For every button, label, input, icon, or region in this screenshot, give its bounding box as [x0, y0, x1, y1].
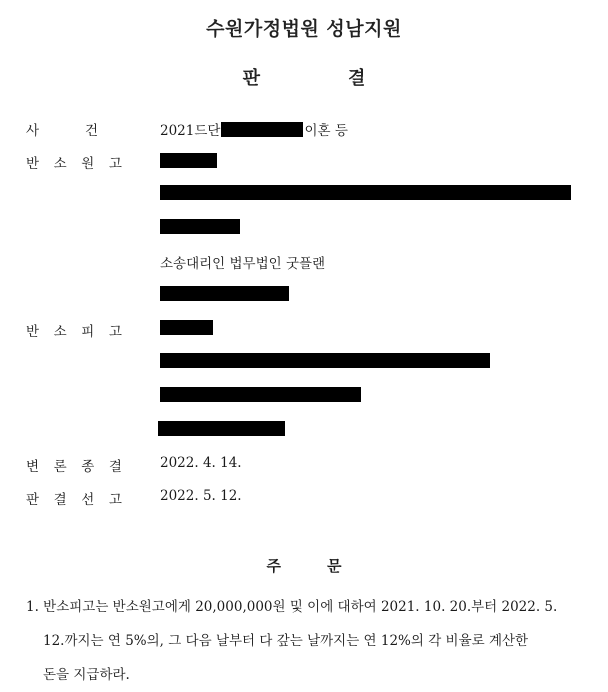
- closing-date: 2022. 4. 14.: [160, 455, 242, 471]
- redaction-block: [160, 353, 490, 368]
- document-title: [0, 64, 608, 90]
- case-label: [26, 119, 98, 139]
- counter-plaintiff-label: [26, 152, 122, 172]
- label-char: 변: [26, 459, 40, 475]
- case-type: 이혼 등: [304, 123, 348, 139]
- label-char: 종: [81, 459, 95, 475]
- case-label-char: 사: [26, 123, 40, 139]
- sentencing-date: 2022. 5. 12.: [160, 488, 242, 504]
- label-char: 판: [26, 492, 40, 508]
- closing-label: [26, 455, 122, 475]
- redaction-block: [160, 387, 361, 402]
- label-char: 고: [108, 324, 122, 340]
- order-line: 1. 반소피고는 반소원고에게 20,000,000원 및 이에 대하여 2021. 10. 20.부터 2022. 5.: [26, 599, 558, 615]
- sentencing-label: [26, 488, 122, 508]
- label-char: 원: [81, 156, 95, 172]
- label-char: 결: [53, 492, 67, 508]
- label-char: 고: [108, 156, 122, 172]
- label-char: 반: [26, 324, 40, 340]
- order-title-char: 문: [327, 557, 342, 575]
- case-number-prefix: 2021드단: [160, 123, 221, 139]
- label-char: 고: [108, 492, 122, 508]
- label-char: 피: [81, 324, 95, 340]
- label-char: 반: [26, 156, 40, 172]
- court-name: 수원가정법원 성남지원: [206, 18, 402, 40]
- label-char: 선: [81, 492, 95, 508]
- redaction-block: [158, 421, 285, 436]
- document-title-char-1: 판: [242, 68, 260, 89]
- label-char: 소: [53, 156, 67, 172]
- label-char: 결: [108, 459, 122, 475]
- case-label-char: 건: [84, 123, 98, 139]
- order-text: [26, 590, 586, 692]
- redaction-block: [160, 219, 240, 234]
- order-title-char: 주: [266, 557, 281, 575]
- order-line: 돈을 지급하라.: [43, 667, 130, 683]
- document-title-char-2: 결: [348, 68, 366, 89]
- redaction-block: [160, 153, 217, 168]
- order-section-title: [0, 555, 608, 576]
- label-char: 론: [53, 459, 67, 475]
- redaction-block: [160, 286, 289, 301]
- counter-defendant-label: [26, 320, 122, 340]
- order-line: 12.까지는 연 5%의, 그 다음 날부터 다 갚는 날까지는 연 12%의 각 비율로 계산한: [43, 633, 529, 649]
- redaction-block: [221, 122, 303, 137]
- redaction-block: [160, 185, 571, 200]
- label-char: 소: [53, 324, 67, 340]
- counsel: 소송대리인 법무법인 굿플랜: [160, 256, 326, 272]
- redaction-block: [160, 320, 213, 335]
- case-number: [160, 119, 348, 139]
